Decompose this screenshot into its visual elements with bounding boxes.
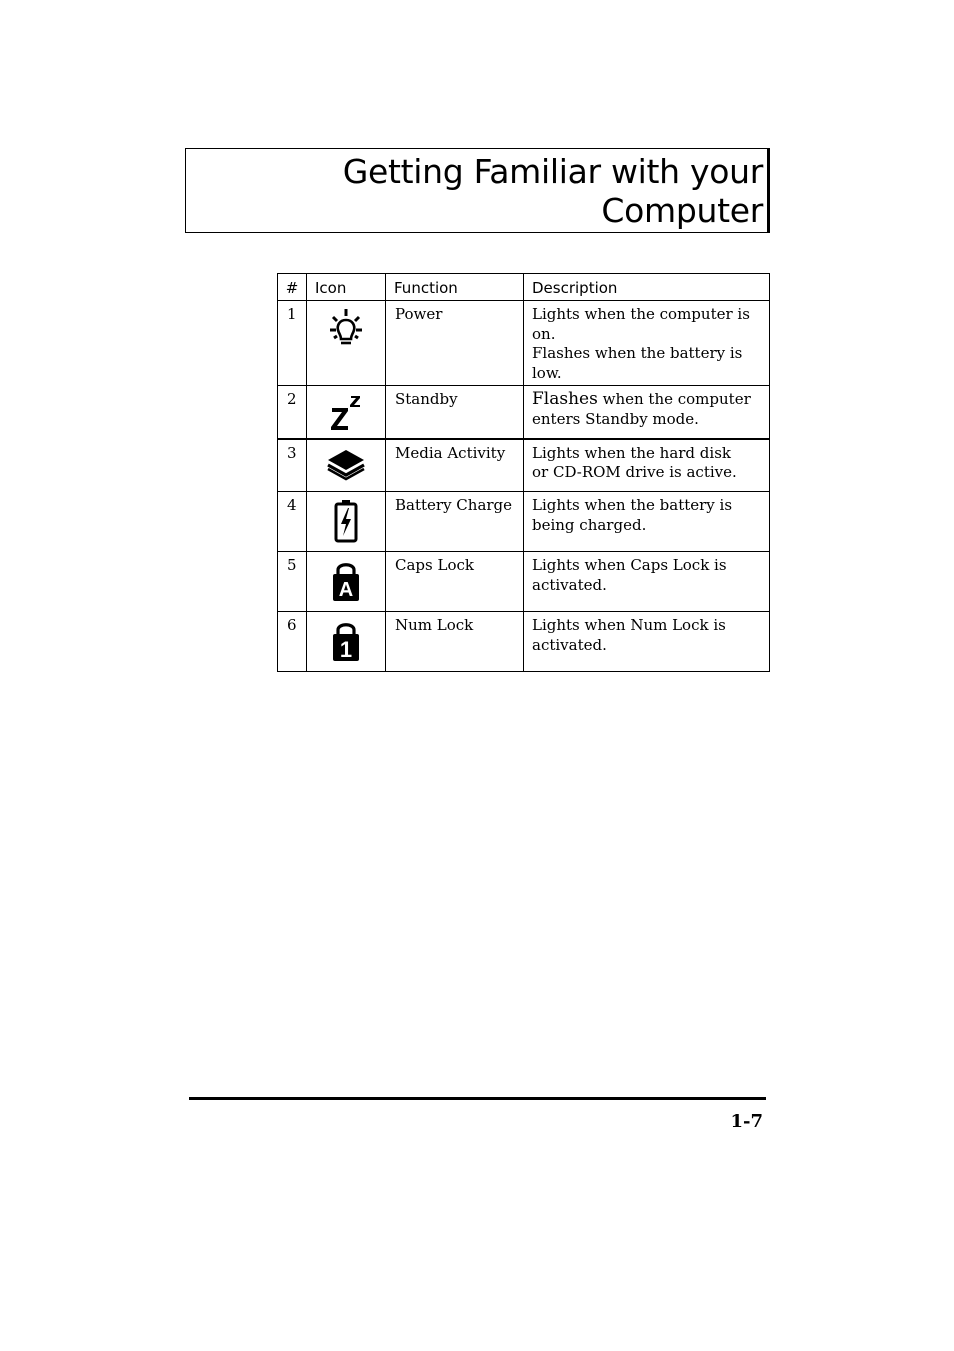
description-line: Lights when the computer is (532, 305, 750, 323)
lightbulb-icon (326, 307, 366, 351)
row-number: 6 (278, 612, 307, 672)
icon-cell (307, 386, 386, 439)
function-cell: Media Activity (386, 439, 524, 492)
description-rest: when the computer (602, 390, 751, 408)
column-header-description: Description (524, 274, 770, 301)
description-line: or CD-ROM drive is active. (532, 463, 737, 481)
description-cell (524, 492, 770, 552)
num-lock-icon (330, 618, 362, 662)
description-line: being charged. (532, 515, 647, 534)
icon-cell (307, 492, 386, 552)
row-number: 4 (278, 492, 307, 552)
chapter-title-box (185, 148, 770, 233)
caps-lock-icon (330, 558, 362, 602)
icon-cell (307, 612, 386, 672)
chapter-title-line-1: Getting Familiar with your (342, 152, 763, 191)
row-number: 2 (278, 386, 307, 439)
column-header-icon: Icon (307, 274, 386, 301)
page-number: 1-7 (730, 1111, 763, 1132)
description-line: Lights when Caps Lock is (532, 556, 727, 574)
description-cell (524, 439, 770, 492)
description-cell (524, 386, 770, 439)
row-number: 5 (278, 552, 307, 612)
description-line: activated. (532, 635, 607, 654)
function-cell: Caps Lock (386, 552, 524, 612)
caps-lock-glyph: A (338, 579, 354, 601)
table-row (278, 612, 770, 672)
row-number: 1 (278, 301, 307, 386)
table-header-row (278, 274, 770, 301)
num-lock-glyph: 1 (339, 637, 353, 662)
description-line: activated. (532, 575, 607, 594)
description-line: Lights when the hard disk (532, 443, 731, 462)
indicator-table (277, 273, 770, 672)
function-cell: Standby (386, 386, 524, 439)
description-line: Lights when Num Lock is (532, 616, 726, 634)
description-lead: Flashes (532, 389, 598, 409)
icon-cell (307, 552, 386, 612)
row-number: 3 (278, 439, 307, 492)
footer-rule (189, 1097, 766, 1100)
table-row (278, 439, 770, 492)
function-cell: Num Lock (386, 612, 524, 672)
description-cell (524, 301, 770, 386)
description-line: enters Standby mode. (532, 409, 699, 428)
table-row (278, 386, 770, 439)
function-cell: Battery Charge (386, 492, 524, 552)
table-row (278, 492, 770, 552)
description-line: low. (532, 363, 562, 382)
column-header-number: # (278, 274, 307, 301)
icon-cell (307, 301, 386, 386)
icon-cell (307, 439, 386, 492)
description-line (532, 390, 763, 410)
description-line: Lights when the battery is (532, 496, 733, 514)
column-header-function: Function (386, 274, 524, 301)
description-cell (524, 552, 770, 612)
description-line: Flashes when the battery is (532, 344, 743, 362)
chapter-title-line-2: Computer (601, 191, 763, 230)
standby-zz-icon (326, 392, 366, 432)
table-row (278, 552, 770, 612)
description-cell (524, 612, 770, 672)
description-line: on. (532, 324, 556, 343)
table-row (278, 301, 770, 386)
media-activity-icon (325, 446, 367, 484)
function-cell: Power (386, 301, 524, 386)
battery-charge-icon (331, 498, 361, 544)
